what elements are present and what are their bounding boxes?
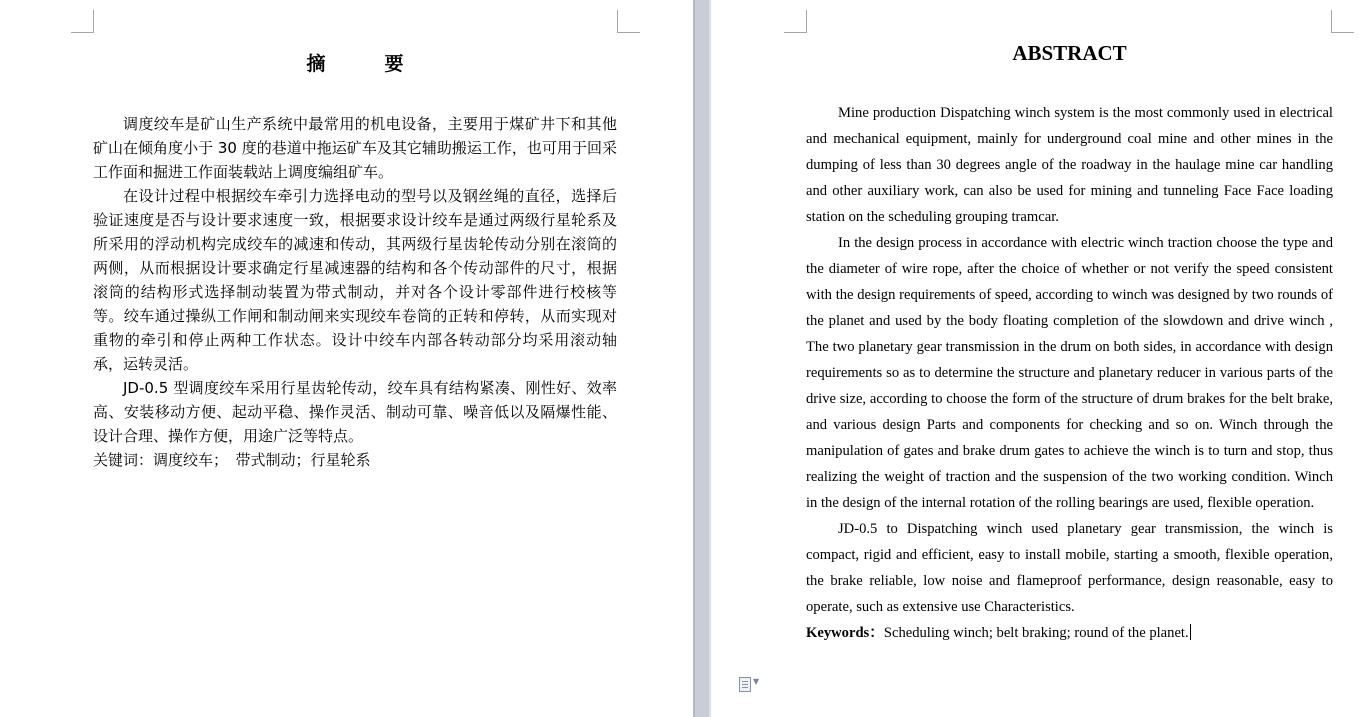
page-gutter	[693, 0, 711, 717]
text-cursor	[1190, 624, 1191, 640]
keywords-text: Scheduling winch; belt braking; round of the planet.	[883, 625, 1189, 641]
chinese-abstract-body[interactable]	[93, 112, 617, 472]
margin-corner-top-right	[1331, 10, 1354, 33]
chinese-abstract-title: 摘 要	[306, 53, 424, 75]
keywords-line[interactable]: 关键词：调度绞车； 带式制动；行星轮系	[93, 451, 371, 469]
keywords-label: Keywords：	[806, 625, 884, 641]
margin-corner-top-right	[617, 10, 640, 33]
paragraph[interactable]: Mine production Dispatching winch system is the most commonly used in electrical and mechanical equipment, mainly for underground coal mine and other mines in the dumping of less than 30 degrees angle of the roadway in the haulage mine car handling and other auxiliary work, can also be used for mining and tunneling Face Face loading station on the scheduling grouping tramcar.	[806, 105, 1333, 225]
english-abstract-title: ABSTRACT	[1012, 41, 1127, 65]
keywords-line[interactable]	[806, 620, 1333, 646]
paragraph[interactable]: 调度绞车是矿山生产系统中最常用的机电设备，主要用于煤矿井下和其他矿山在倾角度小于 30 度的巷道中拖运矿车及其它辅助搬运工作，也可用于回采工作面和掘进工作面装载站上调度编组矿车。	[93, 115, 617, 181]
margin-corner-top-left	[71, 10, 94, 33]
paragraph[interactable]: JD-0.5 to Dispatching winch used planetary gear transmission, the winch is compact, rigid and efficient, easy to install mobile, starting a smooth, flexible operation, the brake reliable, low noise and flameproof performance, design reasonable, easy to operate, such as extensive use Characteristics.	[806, 521, 1333, 615]
english-abstract-body[interactable]	[806, 100, 1333, 646]
margin-corner-top-left	[784, 10, 807, 33]
paragraph[interactable]: JD-0.5 型调度绞车采用行星齿轮传动，绞车具有结构紧凑、刚性好、效率高、安装移动方便、起动平稳、操作灵活、制动可靠、噪音低以及隔爆性能、设计合理、操作方便，用途广泛等特点。	[93, 379, 617, 445]
paste-options-icon[interactable]: ▼	[739, 676, 763, 692]
paragraph[interactable]: In the design process in accordance with electric winch traction choose the type and the diameter of wire rope, after the choice of whether or not verify the speed consistent with the design requirements of speed, according to winch was designed by two rounds of the planet and used by the body floating completion of the slowdown and drive winch , The two planetary gear transmission in the drum on both sides, in accordance with design requirements so as to determine the structure and planetary reducer in various parts of the drive size, according to choose the form of the structure of drum brakes for the belt brake, and various design Parts and components for checking and so on. Winch through the manipulation of gates and brake drum gates to achieve the winch is to turn and stop, thus realizing the weight of traction and the suspension of the two working condition. Winch in the design of the internal rotation of the rolling bearings are used, flexible operation.	[806, 235, 1333, 511]
paragraph[interactable]: 在设计过程中根据绞车牵引力选择电动的型号以及钢丝绳的直径，选择后验证速度是否与设计要求速度一致，根据要求设计绞车是通过两级行星轮系及所采用的浮动机构完成绞车的减速和传动，其两级行星齿轮传动分别在滚筒的两侧，从而根据设计要求确定行星减速器的结构和各个传动部件的尺寸，根据滚筒的结构形式选择制动装置为带式制动，并对各个设计零部件进行校核等等。绞车通过操纵工作闸和制动闸来实现绞车卷筒的正转和停转，从而实现对重物的牵引和停止两种工作状态。设计中绞车内部各转动部分均采用滚动轴承，运转灵活。	[93, 187, 617, 373]
